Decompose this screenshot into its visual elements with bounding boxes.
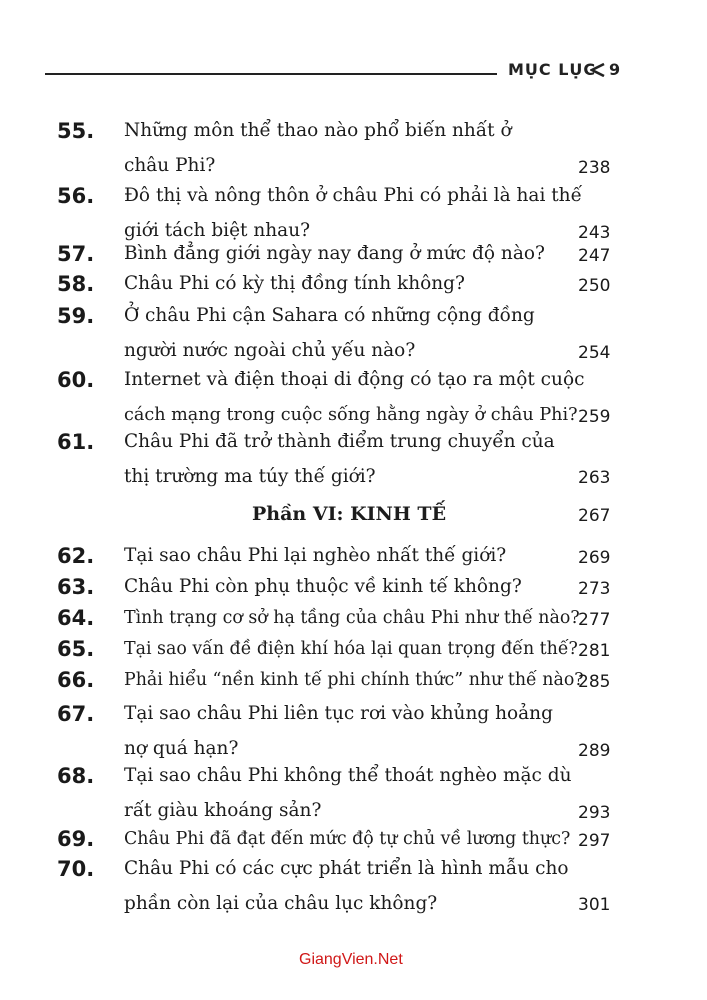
toc-entry-number: 67. [57,702,95,726]
toc-entry-title-line: cách mạng trong cuộc sống hằng ngày ở châu Phi? [124,405,578,425]
toc-entry-title-line: Tại sao châu Phi lại nghèo nhất thế giới? [124,545,507,566]
toc-entry-title-line: rất giàu khoáng sản? [124,800,322,821]
toc-entry-title-line: Tại sao châu Phi liên tục rơi vào khủng hoảng [124,703,553,724]
toc-entry-page: 247 [578,246,611,266]
toc-entry-number: 70. [57,857,95,881]
toc-entry-page: 273 [578,579,611,599]
toc-entry-title-line: thị trường ma túy thế giới? [124,466,376,487]
toc-entry-title-line: Tại sao châu Phi không thể thoát nghèo mặc dù [124,765,572,786]
toc-entry-title-line: Đô thị và nông thôn ở châu Phi có phải là hai thế [124,185,582,206]
toc-entry-number: 57. [57,242,95,266]
toc-entry-number: 58. [57,272,95,296]
arrow-left-icon [590,62,605,77]
toc-entry-page: 277 [578,610,611,630]
toc-entry-title-line: Tình trạng cơ sở hạ tầng của châu Phi như thế nào? [124,608,580,628]
toc-entry-title-line: Châu Phi có các cực phát triển là hình mẫu cho [124,858,569,879]
toc-entry-title-line: Bình đẳng giới ngày nay đang ở mức độ nào? [124,243,545,264]
toc-entry-title-line: Châu Phi đã trở thành điểm trung chuyển của [124,431,555,452]
toc-entry-page: 254 [578,343,611,363]
toc-entry-title-line: Châu Phi có kỳ thị đồng tính không? [124,273,465,294]
toc-entry-title-line: Những môn thể thao nào phổ biến nhất ở [124,120,512,141]
section-page: 267 [578,506,611,526]
toc-entry-page: 289 [578,741,611,761]
toc-entry-title-line: Châu Phi còn phụ thuộc về kinh tế không? [124,576,522,597]
toc-entry-number: 68. [57,764,95,788]
toc-entry-number: 59. [57,304,95,328]
toc-entry-title-line: nợ quá hạn? [124,738,239,759]
toc-entry-number: 61. [57,430,95,454]
toc-entry-title-line: Internet và điện thoại di động có tạo ra một cuộc [124,369,585,390]
running-header-page-number: 9 [609,60,621,79]
toc-entry-page: 281 [578,641,611,661]
toc-entry-number: 55. [57,119,95,143]
header-rule [45,73,497,75]
toc-entry-page: 293 [578,803,611,823]
toc-entry-title-line: giới tách biệt nhau? [124,220,311,241]
toc-entry-title-line: Châu Phi đã đạt đến mức độ tự chủ về lương thực? [124,829,571,849]
toc-entry-page: 243 [578,223,611,243]
toc-entry-page: 285 [578,672,611,692]
toc-entry-page: 263 [578,468,611,488]
toc-entry-title-line: người nước ngoài chủ yếu nào? [124,340,416,361]
toc-entry-page: 259 [578,407,611,427]
toc-entry-page: 238 [578,158,611,178]
toc-entry-number: 56. [57,184,95,208]
toc-entry-number: 60. [57,368,95,392]
toc-entry-number: 62. [57,544,95,568]
toc-entry-page: 297 [578,831,611,851]
toc-entry-number: 64. [57,606,95,630]
toc-entry-page: 250 [578,276,611,296]
toc-entry-number: 63. [57,575,95,599]
toc-entry-title-line: châu Phi? [124,155,216,176]
toc-entry-number: 69. [57,827,95,851]
toc-entry-page: 301 [578,895,611,915]
toc-entry-number: 65. [57,637,95,661]
toc-entry-title-line: Ở châu Phi cận Sahara có những cộng đồng [124,305,535,326]
section-heading[interactable]: Phần VI: KINH TẾ [252,503,447,525]
toc-entry-title-line: Phải hiểu “nền kinh tế phi chính thức” như thế nào? [124,670,584,690]
running-header-title: MỤC LỤC [508,60,597,79]
toc-entry-title-line: phần còn lại của châu lục không? [124,893,438,914]
toc-entry-page: 269 [578,548,611,568]
toc-entry-title-line: Tại sao vấn đề điện khí hóa lại quan trọng đến thế? [124,639,578,659]
toc-entry-number: 66. [57,668,95,692]
watermark-text: GiangVien.Net [299,951,403,968]
